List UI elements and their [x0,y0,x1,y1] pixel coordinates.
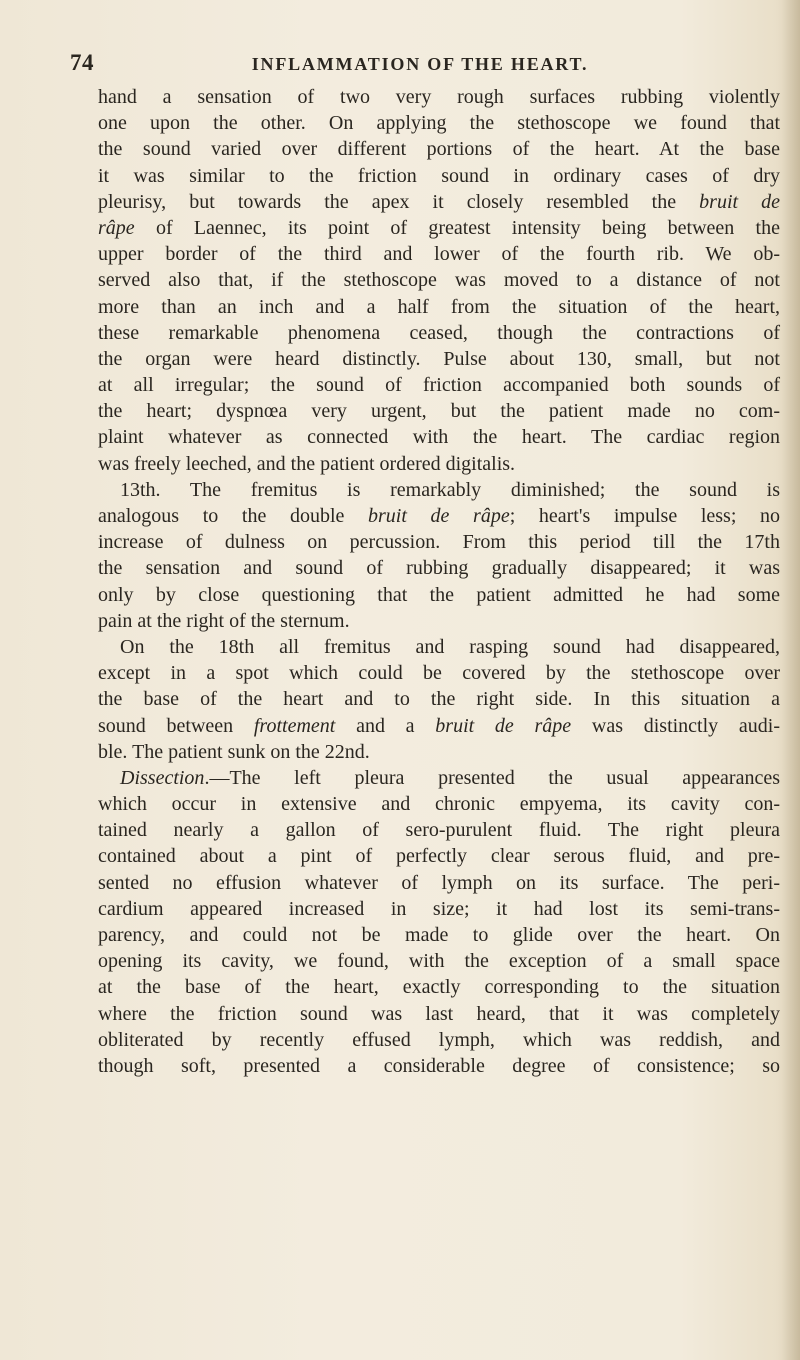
text-line: tained nearly a gallon of sero-purulent fluid. The right pleura [98,819,780,842]
text-line: these remarkable phenomena ceased, though the contractions of [98,321,780,344]
text-line: at the base of the heart, exactly corresponding to the situation [98,976,780,999]
text-line: pleurisy, but towards the apex it closely resembled the bruit de [98,190,780,213]
text-line: it was similar to the friction sound in ordinary cases of dry [98,164,780,187]
page-header [70,50,770,84]
text-line: one upon the other. On applying the stethoscope we found that [98,112,780,135]
text-line: parency, and could not be made to glide over the heart. On [98,924,780,946]
text-line: upper border of the third and lower of the fourth rib. We ob- [98,243,780,266]
text-line: the organ were heard distinctly. Pulse about 130, small, but not [98,347,780,370]
text-line: obliterated by recently effused lymph, which was reddish, and [98,1028,780,1051]
text-line: sound between frottement and a bruit de râpe was distinctly audi- [98,714,780,737]
text-line: sented no effusion whatever of lymph on its surface. The peri- [98,871,780,894]
text-line: increase of dulness on percussion. From this period till the 17th [98,531,780,554]
body-text [98,84,780,1079]
text-line: contained about a pint of perfectly clear serous fluid, and pre- [98,845,780,868]
text-line: more than an inch and a half from the situation of the heart, [98,295,780,318]
text-line: except in a spot which could be covered by the stethoscope over [98,662,780,685]
text-line: where the friction sound was last heard, that it was completely [98,1002,780,1025]
text-line: the heart; dyspnœa very urgent, but the patient made no com- [98,400,780,423]
text-line: 13th. The fremitus is remarkably diminished; the sound is [120,478,780,501]
text-line: hand a sensation of two very rough surfaces rubbing violently [98,86,780,108]
text-line: the sensation and sound of rubbing gradually disappeared; it was [98,557,780,580]
text-line: râpe of Laennec, its point of greatest intensity being between the [98,216,780,239]
text-line: pain at the right of the sternum. [98,609,350,632]
text-line: at all irregular; the sound of friction accompanied both sounds of [98,374,780,397]
running-title: INFLAMMATION OF THE HEART. [251,54,589,74]
page-number: 74 [70,50,94,75]
text-line: served also that, if the stethoscope was moved to a distance of not [98,269,780,292]
text-line: ble. The patient sunk on the 22nd. [98,740,370,763]
text-line: plaint whatever as connected with the heart. The cardiac region [98,426,780,449]
text-line: Dissection.—The left pleura presented the usual appearances [120,766,780,789]
text-line: analogous to the double bruit de râpe; heart's impulse less; no [98,505,780,527]
text-line: cardium appeared increased in size; it had lost its semi-trans- [98,897,780,920]
text-line: though soft, presented a considerable degree of consistence; so [98,1054,780,1077]
text-line: only by close questioning that the patient admitted he had some [98,583,780,606]
text-line: On the 18th all fremitus and rasping sound had disappeared, [120,635,780,658]
text-line: the base of the heart and to the right side. In this situation a [98,688,780,711]
text-line: which occur in extensive and chronic empyema, its cavity con- [98,793,780,816]
text-line: the sound varied over different portions of the heart. At the base [98,138,780,161]
text-line: was freely leeched, and the patient ordered digitalis. [98,452,516,475]
page-edge-shadow [782,0,800,1360]
text-line: opening its cavity, we found, with the exception of a small space [98,950,780,973]
